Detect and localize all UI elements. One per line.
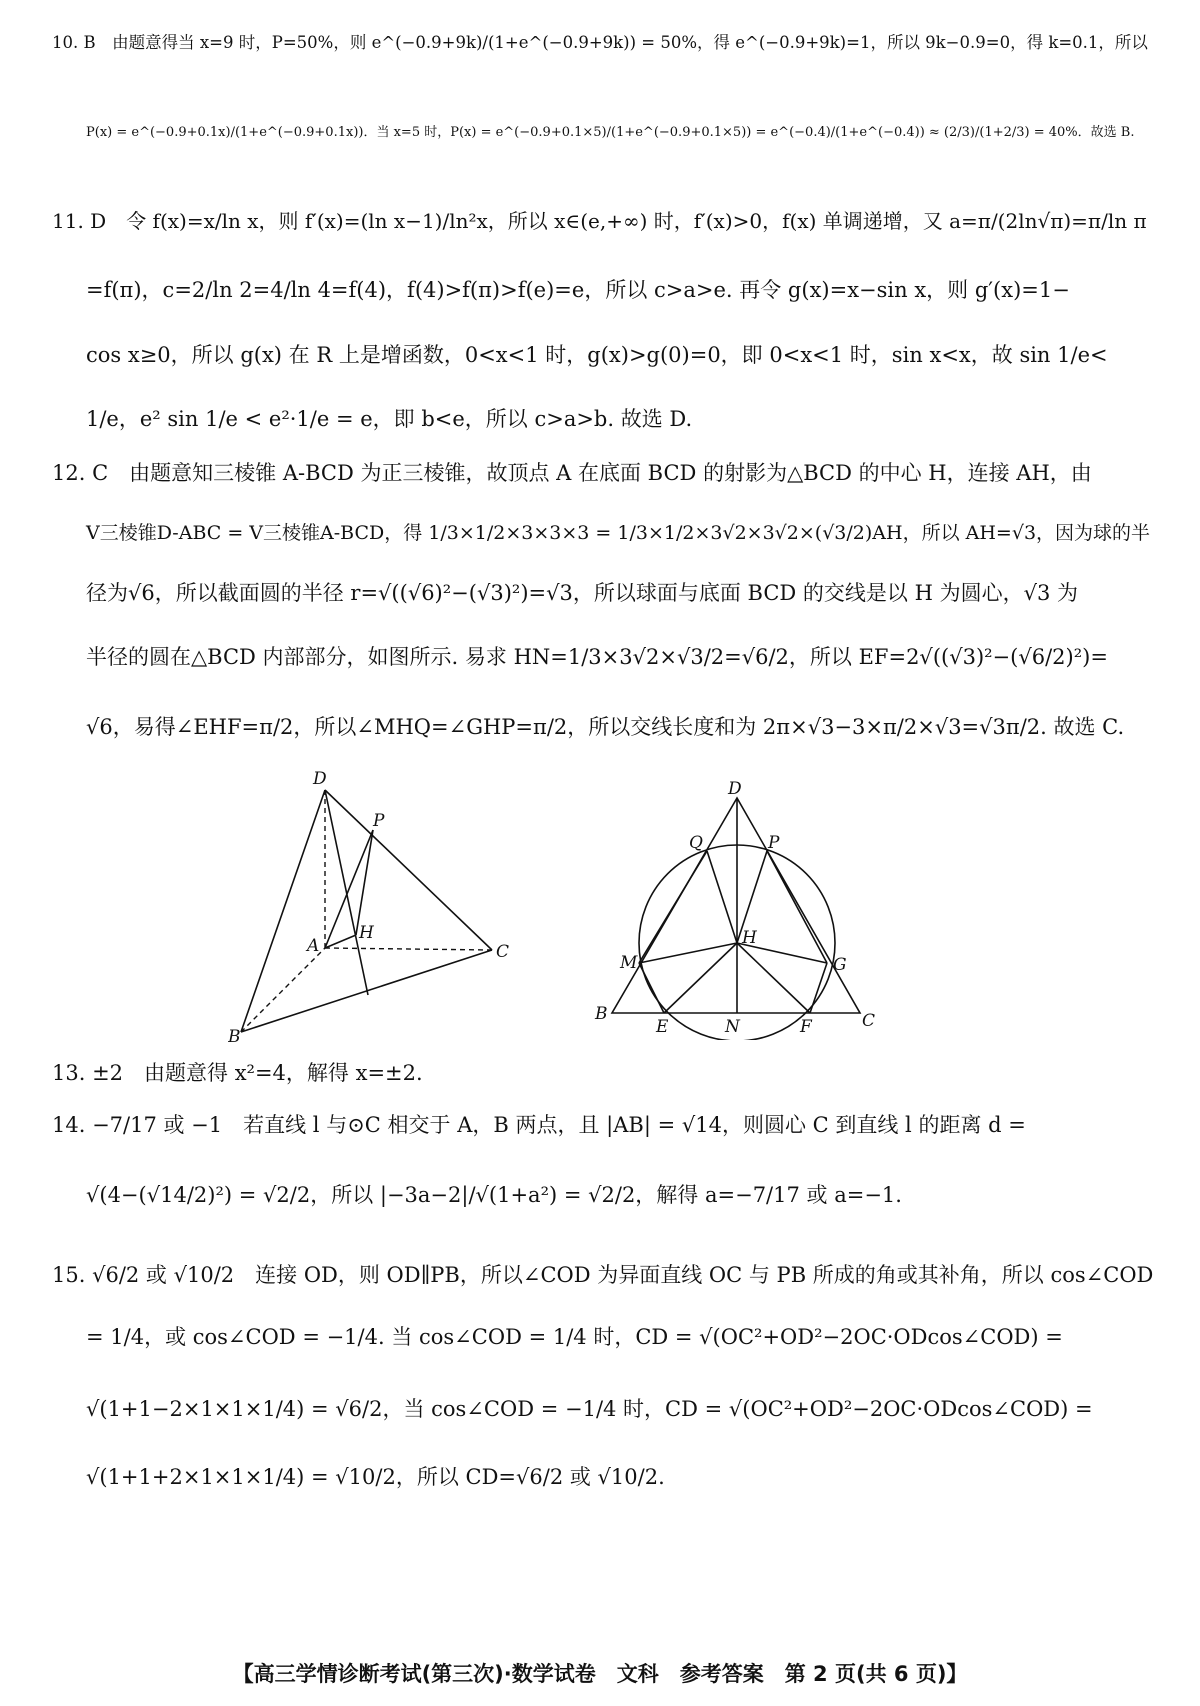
answer-11-line-4: 1/e，e² sin 1/e < e²·1/e = e，即 b<e，所以 c>a>b. 故选 D. (86, 407, 693, 431)
answer-12-line-1: 12. C 由题意知三棱锥 A-BCD 为正三棱锥，故顶点 A 在底面 BCD 的射影为△BCD 的中心 H，连接 AH，由 (52, 461, 1092, 485)
label-B: B (595, 1004, 608, 1024)
label-E: E (656, 1017, 669, 1037)
hidden-edge-BA (241, 948, 325, 1032)
segment-PH (356, 830, 373, 935)
label-A: A (307, 936, 320, 956)
triangle-BCD (612, 798, 860, 1013)
answer-14-line-1: 14. −7/17 或 −1 若直线 l 与⊙C 相交于 A，B 两点，且 |AB| = √14，则圆心 C 到直线 l 的距离 d = (52, 1113, 1026, 1137)
answer-11-line-1: 11. D 令 f(x)=x/ln x，则 f′(x)=(ln x−1)/ln²x，所以 x∈(e,+∞) 时，f′(x)>0，f(x) 单调递增，又 a=π/(2ln√π)=π/ln π (52, 209, 1147, 233)
answer-12-line-4: 半径的圆在△BCD 内部部分，如图所示. 易求 HN=1/3×3√2×√3/2=√6/2，所以 EF=2√((√3)²−(√6/2)²)= (86, 645, 1108, 669)
label-Q: Q (689, 833, 703, 853)
segment-ME (639, 963, 664, 1013)
answer-12-line-5: √6，易得∠EHF=π/2，所以∠MHQ=∠GHP=π/2，所以交线长度和为 2π×√3−3×π/2×√3=√3π/2. 故选 C. (86, 715, 1125, 739)
answer-10-line-2: P(x) = e^(−0.9+0.1x)/(1+e^(−0.9+0.1x))．当 x=5 时，P(x) = e^(−0.9+0.1×5)/(1+e^(−0.9+0.1×5)) = e^(−0.4)/(1+e^(−0.4)) ≈ (2/3)/(1+2/3) = 40%．故选 B. (86, 125, 1135, 140)
answer-15-line-3: √(1+1−2×1×1×1/4) = √6/2，当 cos∠COD = −1/4 时，CD = √(OC²+OD²−2OC·ODcos∠COD) = (86, 1397, 1093, 1421)
edge-DB (241, 790, 325, 1032)
label-P: P (373, 811, 385, 831)
answer-11-line-2: =f(π)，c=2/ln 2=4/ln 4=f(4)，f(4)>f(π)>f(e)=e，所以 c>a>e. 再令 g(x)=x−sin x，则 g′(x)=1− (86, 278, 1070, 302)
triangle-circle-figure (592, 780, 882, 1040)
answer-13: 13. ±2 由题意得 x²=4，解得 x=±2. (52, 1061, 423, 1085)
answer-15-line-2: = 1/4，或 cos∠COD = −1/4. 当 cos∠COD = 1/4 时，CD = √(OC²+OD²−2OC·ODcos∠COD) = (86, 1325, 1063, 1349)
answer-10-line-1: 10. B 由题意得当 x=9 时，P=50%，则 e^(−0.9+9k)/(1+e^(−0.9+9k)) = 50%，得 e^(−0.9+9k)=1，所以 9k−0.9=0，得 k=0.1，所以 (52, 33, 1148, 52)
page-footer: 【高三学情诊断考试(第三次)·数学试卷 文科 参考答案 第 2 页(共 6 页)】 (232, 1662, 968, 1686)
label-F: F (800, 1017, 812, 1037)
segment-QH (707, 851, 737, 943)
label-H: H (359, 923, 374, 943)
label-D: D (313, 770, 327, 789)
label-M: M (620, 953, 638, 973)
label-C: C (496, 942, 510, 962)
label-C: C (862, 1011, 876, 1031)
edge-D-midBC (325, 790, 368, 995)
hidden-edge-AC (325, 948, 492, 950)
answer-12-line-2: V三棱锥D-ABC = V三棱锥A-BCD，得 1/3×1/2×3×3×3 = 1/3×1/2×3√2×3√2×(√3/2)AH，所以 AH=√3，因为球的半 (86, 522, 1151, 544)
answer-15-line-1: 15. √6/2 或 √10/2 连接 OD，则 OD∥PB，所以∠COD 为异面直线 OC 与 PB 所成的角或其补角，所以 cos∠COD (52, 1263, 1154, 1287)
pyramid-figure (228, 770, 518, 1048)
segment-HM (639, 943, 737, 963)
label-N: N (725, 1017, 740, 1037)
segment-PG (767, 851, 827, 963)
label-D: D (728, 780, 742, 799)
label-P: P (768, 833, 780, 853)
answer-11-line-3: cos x≥0，所以 g(x) 在 R 上是增函数，0<x<1 时，g(x)>g(0)=0，即 0<x<1 时，sin x<x，故 sin 1/e< (86, 343, 1108, 367)
edge-DC (325, 790, 492, 950)
answer-12-line-3: 径为√6，所以截面圆的半径 r=√((√6)²−(√3)²)=√3，所以球面与底面 BCD 的交线是以 H 为圆心，√3 为 (86, 581, 1079, 605)
label-B: B (228, 1027, 241, 1047)
label-G: G (833, 955, 847, 975)
answer-15-line-4: √(1+1+2×1×1×1/4) = √10/2，所以 CD=√6/2 或 √10/2. (86, 1465, 665, 1489)
answer-14-line-2: √(4−(√14/2)²) = √2/2，所以 |−3a−2|/√(1+a²) = √2/2，解得 a=−7/17 或 a=−1. (86, 1183, 902, 1207)
segment-HF (737, 943, 810, 1013)
segment-HE (664, 943, 737, 1013)
label-H: H (742, 928, 757, 948)
